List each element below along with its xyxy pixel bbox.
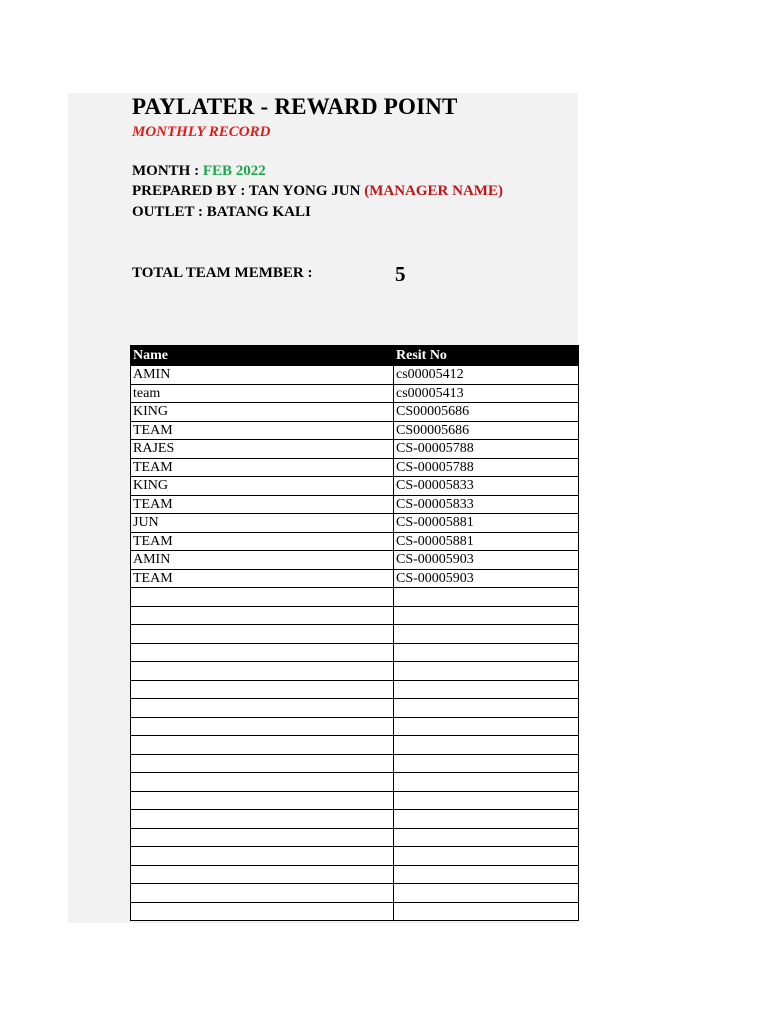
resit-no-cell [394,662,579,681]
table-row [131,421,579,440]
resit-no-cell [394,736,579,755]
name-cell [131,810,394,829]
name-cell [131,865,394,884]
resit-no-cell: cs00005413 [394,384,579,403]
table-row [131,403,579,422]
name-cell: TEAM [131,569,394,588]
name-cell [131,680,394,699]
table-row [131,754,579,773]
name-cell: TEAM [131,532,394,551]
name-cell [131,717,394,736]
resit-no-cell [394,717,579,736]
table-row [131,773,579,792]
resit-no-cell: CS-00005903 [394,551,579,570]
resit-no-cell: CS-00005788 [394,440,579,459]
resit-no-cell [394,847,579,866]
resit-no-cell [394,699,579,718]
resit-no-cell [394,754,579,773]
name-cell: AMIN [131,366,394,385]
resit-no-cell: cs00005412 [394,366,579,385]
table-row [131,643,579,662]
resit-no-cell: CS-00005833 [394,495,579,514]
name-cell [131,754,394,773]
name-cell: team [131,384,394,403]
resit-no-cell [394,884,579,903]
month-value: FEB 2022 [202,163,266,179]
name-cell [131,699,394,718]
resit-no-cell [394,810,579,829]
table-row [131,828,579,847]
page-subtitle: MONTHLY RECORD [132,124,271,140]
name-cell [131,902,394,921]
resit-no-cell [394,606,579,625]
page-title: PAYLATER - REWARD POINT [132,94,458,119]
table-row [131,588,579,607]
name-cell: TEAM [131,421,394,440]
table-row [131,736,579,755]
table-body [131,366,579,921]
table-row [131,514,579,533]
resit-no-cell [394,588,579,607]
resit-no-cell: CS-00005881 [394,532,579,551]
name-cell [131,791,394,810]
resit-no-cell: CS-00005881 [394,514,579,533]
name-cell: TEAM [131,458,394,477]
resit-no-cell [394,828,579,847]
table-row [131,865,579,884]
total-team-member-label: TOTAL TEAM MEMBER : [132,265,313,281]
resit-no-cell [394,902,579,921]
table-row [131,606,579,625]
name-cell [131,588,394,607]
manager-name-note: (MANAGER NAME) [364,183,503,199]
resit-no-cell [394,680,579,699]
name-cell [131,643,394,662]
name-cell [131,847,394,866]
prepared-by-line [132,183,503,200]
name-cell [131,625,394,644]
table-row [131,477,579,496]
table-row [131,699,579,718]
table-row [131,902,579,921]
total-team-member-value: 5 [395,262,406,286]
table-row [131,569,579,588]
month-label: MONTH : [132,163,203,179]
resit-no-cell: CS-00005903 [394,569,579,588]
name-cell [131,884,394,903]
table-row [131,810,579,829]
name-cell: AMIN [131,551,394,570]
column-header-resit-no: Resit No [394,346,579,366]
resit-no-cell [394,865,579,884]
table-row [131,847,579,866]
resit-no-cell [394,643,579,662]
table-row [131,551,579,570]
name-cell [131,662,394,681]
table-row [131,625,579,644]
records-table [130,345,579,921]
column-header-name: Name [131,346,394,366]
name-cell: RAJES [131,440,394,459]
table-row [131,662,579,681]
table-row [131,440,579,459]
table-row [131,680,579,699]
name-cell [131,773,394,792]
name-cell: KING [131,403,394,422]
table-row [131,717,579,736]
name-cell [131,736,394,755]
name-cell [131,828,394,847]
table-row [131,884,579,903]
resit-no-cell [394,773,579,792]
resit-no-cell [394,625,579,644]
table-row [131,495,579,514]
resit-no-cell: CS-00005833 [394,477,579,496]
table-row [131,458,579,477]
table-row [131,366,579,385]
name-cell: KING [131,477,394,496]
month-line [132,163,266,180]
resit-no-cell: CS00005686 [394,421,579,440]
table-header-row [131,346,579,366]
name-cell: JUN [131,514,394,533]
table-row [131,532,579,551]
resit-no-cell [394,791,579,810]
resit-no-cell: CS00005686 [394,403,579,422]
name-cell: TEAM [131,495,394,514]
prepared-by-label: PREPARED BY : TAN YONG JUN [132,183,365,199]
table-row [131,791,579,810]
resit-no-cell: CS-00005788 [394,458,579,477]
outlet-line: OUTLET : BATANG KALI [132,204,311,220]
name-cell [131,606,394,625]
table-row [131,384,579,403]
